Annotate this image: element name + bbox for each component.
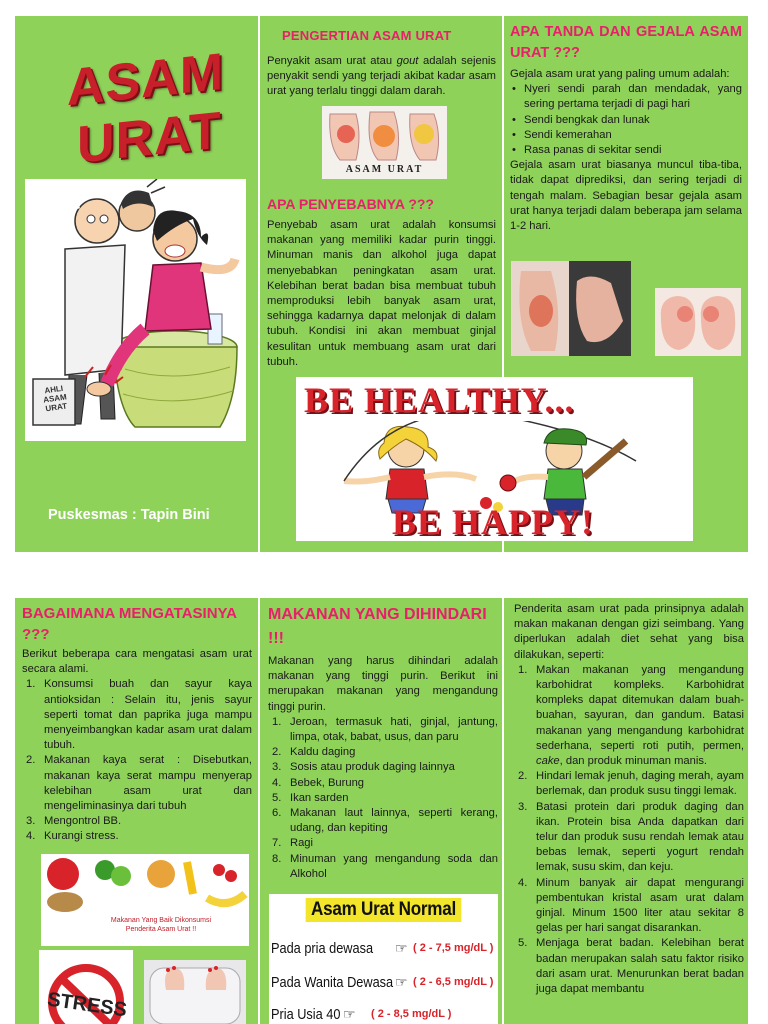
symptom-item: • Rasa panas di sekitar sendi [510, 143, 742, 158]
avoid-item-text: Ragi [290, 837, 314, 850]
cover-panel [15, 16, 258, 552]
overcome-heading: BAGAIMANA MENGATASINYA ??? [22, 605, 237, 643]
diet-item: 2. Hindari lemak jenuh, daging merah, ayam berlemak, dan produk susu tinggi lemak. [518, 770, 744, 798]
definition-text-b: adalah sejenis penyakit sendi yang terjadi akibat kadar asam urat yang terlalu tinggi dalam darah. [267, 55, 496, 98]
normal-uric-acid-card [269, 894, 498, 1024]
cover-title-line2: URAT [77, 101, 222, 175]
avoid-item-text: Ikan sarden [290, 791, 349, 804]
symptoms-list [510, 82, 742, 158]
symptoms-body [510, 67, 742, 234]
diet-item-text: Menjaga berat badan. Kelebihan berat badan merupakan salah satu faktor risiko dari asam urat. Menurunkan berat badan juga dapat membantu [536, 937, 744, 996]
avoid-list [268, 715, 498, 882]
cover-footer: Puskesmas : Tapin Bini [48, 507, 210, 523]
healthy-food-caption: Makanan Yang Baik Dikonsumsi Penderita Asam Urat !! [110, 917, 212, 933]
avoid-item: 7. Ragi [272, 837, 314, 850]
normal-row [271, 1006, 452, 1024]
no-stress-image [39, 950, 133, 1024]
causes-text: Penyebab asam urat adalah konsumsi makanan yang memiliki kadar purin tinggi. Minuman manis dan alkohol juga dapat menyebabkan peningkatan asam urat. Kelebihan berat badan bisa membuat tubuh memproduksi lebih banyak asam urat, sehingga kadarnya dapat melonjak di dalam tubuh. Kondisi ini akan membuat ginjal kesulitan untuk membuang asam urat dari tubuh. [267, 219, 496, 368]
symptoms-heading: APA TANDA DAN GEJALA ASAM URAT ??? [510, 24, 742, 61]
diet-item-text: Batasi protein dari produk daging dan ikan. Protein bisa Anda dapatkan dari telur dan produk susu rendah lemak atau bebas lemak, seperti yogurt rendah lemak, susu skim, dan keju. [536, 800, 744, 874]
symptom-item: • Nyeri sendi parah dan mendadak, yang sering pertama terjadi di pagi hari [510, 82, 742, 112]
banner-line1: BE HEALTHY... [304, 380, 575, 420]
normal-row-label: Pada pria dewasa [271, 940, 374, 957]
diet-list [514, 663, 744, 997]
overcome-list [22, 677, 252, 844]
avoid-item: 6. Makanan laut lainnya, seperti kerang, udang, dan kepiting [272, 807, 498, 835]
overcome-item: 1. Konsumsi buah dan sayur kaya antioksidan : Selain itu, jenis sayur seperti tomat dan paprika juga mampu menyeimbangkan kadar asam urat dalam tubuh. [26, 678, 252, 752]
avoid-panel [260, 598, 502, 1024]
diet-item-text-end: , dan produk minuman manis. [559, 755, 708, 768]
diet-item: 5. Menjaga berat badan. Kelebihan berat badan merupakan salah satu faktor risiko dari asam urat. Menurunkan berat badan juga dapat membantu [518, 937, 744, 996]
swollen-hand-foot-image [511, 261, 631, 356]
avoid-item: 5. Ikan sarden [272, 791, 349, 804]
healthy-food-image [41, 854, 249, 946]
normal-row [271, 974, 494, 992]
symptom-item: • Sendi kemerahan [510, 128, 742, 143]
avoid-item: 8. Minuman yang mengandung soda dan Alkohol [272, 852, 498, 880]
avoid-item-text: Kaldu daging [290, 746, 356, 759]
overcome-item-text: Kurangi stress. [44, 830, 119, 843]
avoid-item-text: Jeroan, termasuk hati, ginjal, jantung, limpa, otak, babat, usus, dan paru [290, 715, 498, 744]
diet-item: 4. Minum banyak air dapat mengurangi pembentukan kristal asam urat dalam ginjal. Minum 1500 liter atau sekitar 8 gelas per hari sangat disarankan. [518, 876, 744, 935]
normal-row-label: Pada Wanita Dewasa [271, 974, 394, 991]
pointing-hand-icon: ☞ [395, 974, 408, 990]
overcome-item-text: Makanan kaya serat : Disebutkan, makanan kaya serat mampu menyerap kelebihan asam urat dan mengeliminasinya dari tubuh [44, 754, 252, 813]
normal-card-title-wrap [269, 898, 498, 922]
overcome-item: 2. Makanan kaya serat : Disebutkan, makanan kaya serat mampu menyerap kelebihan asam urat dan mengeliminasinya dari tubuh [26, 754, 252, 813]
causes-heading: APA PENYEBABNYA ??? [267, 196, 434, 212]
diet-item-text: Minum banyak air dapat mengurangi pembentukan kristal asam urat dalam ginjal. Minum 1500 liter atau sekitar 8 gelas per hari sangat disarankan. [536, 876, 744, 935]
normal-row [271, 940, 494, 958]
diet-panel [504, 598, 748, 1024]
avoid-body [268, 654, 498, 882]
normal-card-title: Asam Urat Normal [306, 898, 462, 922]
diet-item: 1. Makan makanan yang mengandung karbohidrat kompleks. Karbohidrat kompleks dapat ditemukan dalam buah-buahan, sayuran, dan gandum. Batasi makanan yang mengandung karbohidrat sederhana, seperti roti putih, permen, cake, dan produk minuman manis. [518, 663, 744, 768]
normal-row-value: ( 2 - 6,5 mg/dL ) [413, 976, 494, 988]
weight-scale-image [144, 960, 246, 1024]
be-healthy-banner [296, 377, 693, 541]
overcome-item-text: Mengontrol BB. [44, 815, 122, 828]
cover-title-line1: ASAM [67, 42, 225, 118]
symptoms-outro: Gejala asam urat biasanya muncul tiba-tiba, tidak dapat diprediksi, dan sering terjadi di tengah malam. Sebagian besar gejala asam urat hanya terjadi dalam beberapa jam selama 1-2 hari. [510, 159, 742, 233]
diet-intro: Penderita asam urat pada prinsipnya adalah makan makanan dengan gizi seimbang. Yang diperlukan adalah diet sehat yang bisa dilakukan, seperti: [514, 603, 744, 661]
overcome-item-text: Konsumsi buah dan sayur kaya antioksidan : Selain itu, jenis sayur seperti tomat dan paprika juga mampu menyeimbangkan kadar asam urat dalam tubuh. [44, 678, 252, 752]
definition-text [267, 54, 496, 100]
symptoms-intro: Gejala asam urat yang paling umum adalah: [510, 68, 730, 80]
gout-feet-caption: ASAM URAT [345, 164, 424, 175]
diet-item-text: Makan makanan yang mengandung karbohidrat kompleks. Karbohidrat kompleks dapat ditemukan dalam buah-buahan, sayuran, dan gandum. Batasi makanan yang mengandung karbohidrat sederhana, seperti roti putih, permen, [536, 663, 744, 752]
pointing-hand-icon: ☞ [343, 1006, 356, 1022]
symptom-item: • Sendi bengkak dan lunak [510, 113, 742, 128]
normal-row-value: ( 2 - 7,5 mg/dL ) [413, 942, 494, 954]
gout-cartoon-image [25, 179, 246, 441]
diet-item-italic: cake [536, 755, 560, 768]
overcome-item: 3. Mengontrol BB. [26, 815, 122, 828]
pointing-hand-icon: ☞ [395, 940, 408, 956]
diet-item-text: Hindari lemak jenuh, daging merah, ayam berlemak, dan produk susu tinggi lemak. [536, 770, 744, 798]
definition-text-italic: gout [396, 55, 419, 67]
avoid-item: 1. Jeroan, termasuk hati, ginjal, jantung, limpa, otak, babat, usus, dan paru [272, 715, 498, 744]
normal-row-label: Pria Usia 40 [271, 1006, 341, 1023]
overcome-panel [15, 598, 258, 1024]
avoid-item: 2. Kaldu daging [272, 746, 356, 759]
overcome-body [22, 647, 252, 845]
overcome-intro: Berikut beberapa cara mengatasi asam urat secara alami. [22, 648, 252, 676]
overcome-item: 4. Kurangi stress. [26, 830, 119, 843]
normal-row-value: ( 2 - 8,5 mg/dL ) [371, 1008, 452, 1020]
definition-heading: PENGERTIAN ASAM URAT [282, 28, 452, 43]
avoid-intro: Makanan yang harus dihindari adalah makanan yang tinggi purin. Berikut ini merupakan makanan yang mengandung tinggi purin. [268, 655, 498, 713]
gout-feet-image [322, 106, 447, 179]
diet-body [514, 602, 744, 997]
avoid-item-text: Minuman yang mengandung soda dan Alkohol [290, 852, 498, 880]
definition-text-a: Penyakit asam urat atau [267, 55, 397, 67]
no-stress-label: STRESS [45, 988, 129, 1022]
avoid-item-text: Sosis atau produk daging lainnya [290, 761, 455, 774]
swollen-feet-image [655, 288, 741, 356]
cartoon-bag-label: AHLI ASAM URAT [42, 383, 68, 414]
diet-item: 3. Batasi protein dari produk daging dan ikan. Protein bisa Anda dapatkan dari telur dan produk susu rendah lemak atau bebas lemak, seperti yogurt rendah lemak, susu skim, dan keju. [518, 800, 744, 874]
banner-line2: BE HAPPY! [392, 502, 594, 541]
avoid-heading: MAKANAN YANG DIHINDARI !!! [268, 606, 487, 647]
avoid-item-text: Bebek, Burung [290, 776, 365, 789]
avoid-item-text: Makanan laut lainnya, seperti kerang, udang, dan kepiting [290, 807, 498, 835]
avoid-item: 4. Bebek, Burung [272, 776, 365, 789]
avoid-item: 3. Sosis atau produk daging lainnya [272, 761, 455, 774]
